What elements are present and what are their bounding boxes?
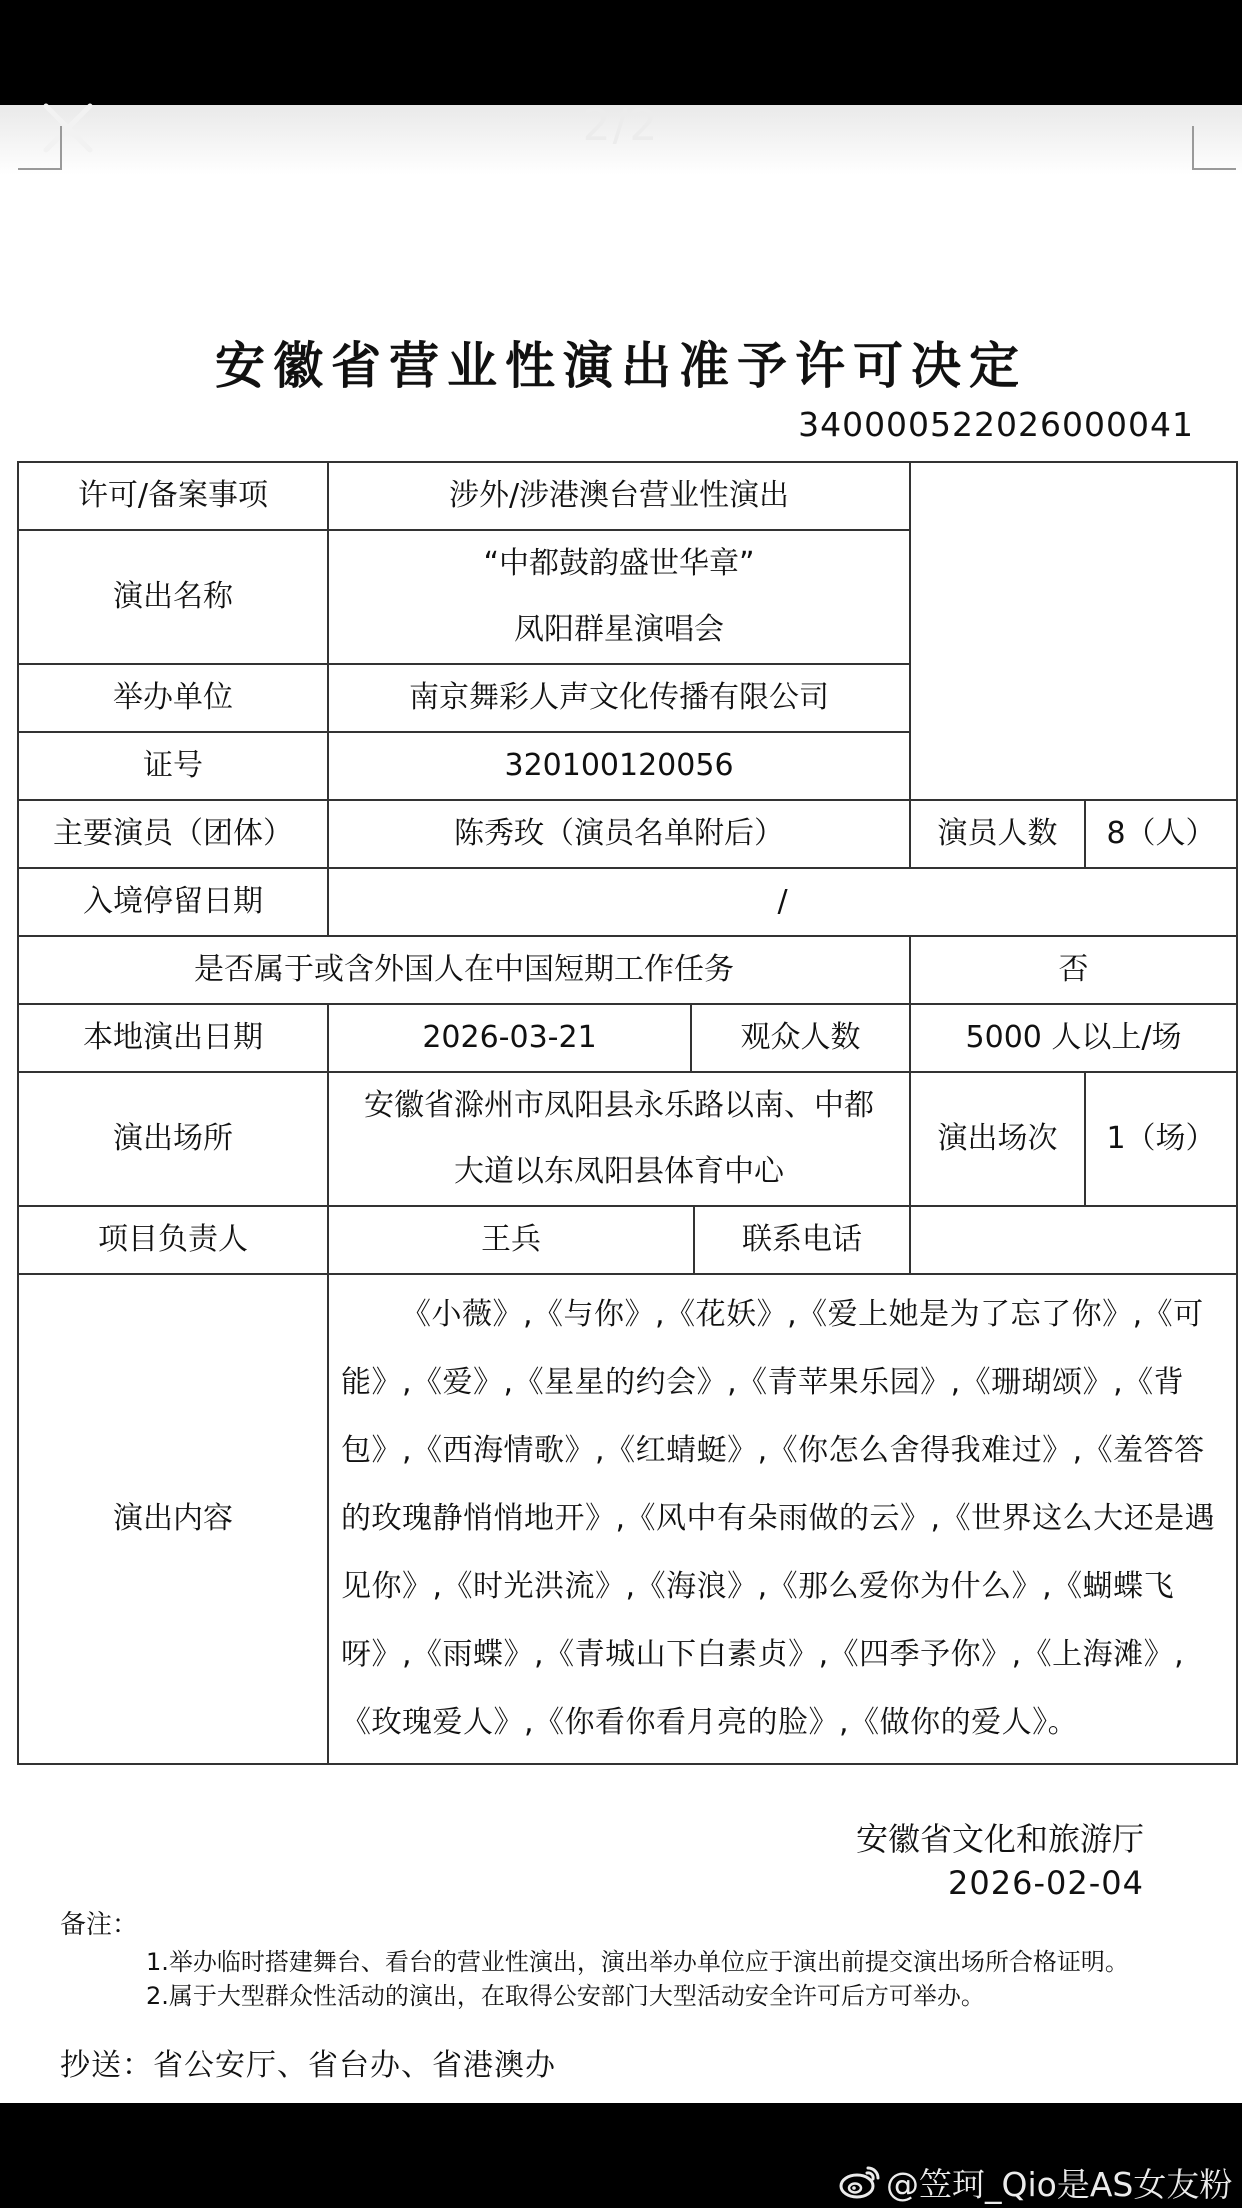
local-date-label: 本地演出日期 <box>18 1004 328 1072</box>
blank-cell <box>910 462 1237 800</box>
show-name-label: 演出名称 <box>18 530 328 664</box>
venue-line: 大道以东凤阳县体育中心 <box>454 1154 784 1189</box>
license-value: 320100120056 <box>328 732 910 800</box>
sessions-label: 演出场次 <box>910 1072 1085 1206</box>
phone-label: 联系电话 <box>694 1206 910 1274</box>
table-row <box>18 1072 1237 1206</box>
issue-date: 2026-02-04 <box>948 1864 1144 1902</box>
performer-count-value: 8（人） <box>1085 800 1237 868</box>
viewer-top-bar <box>0 0 1242 105</box>
license-label: 证号 <box>18 732 328 800</box>
performer-count-label: 演员人数 <box>910 800 1085 868</box>
watermark-text: @笠珂_Qio是AS女友粉 <box>886 2164 1233 2204</box>
manager-label: 项目负责人 <box>18 1206 328 1274</box>
performers-label: 主要演员（团体） <box>18 800 328 868</box>
table-row <box>18 1206 1237 1274</box>
venue-line: 安徽省滁州市凤阳县永乐路以南、中都 <box>364 1088 874 1123</box>
permit-type-value: 涉外/涉港澳台营业性演出 <box>328 462 910 530</box>
table-row <box>18 1274 1237 1764</box>
local-date-value: 2026-03-21 <box>328 1004 691 1072</box>
sessions-value: 1（场） <box>1085 1072 1237 1206</box>
table-row <box>18 800 1237 868</box>
manager-value: 王兵 <box>328 1206 694 1274</box>
table-row <box>18 1004 1237 1072</box>
note-item: 2.属于大型群众性活动的演出，在取得公安部门大型活动安全许可后方可举办。 <box>146 1982 985 2010</box>
permit-table <box>17 461 1238 1765</box>
cc-line: 抄送：省公安厅、省台办、省港澳办 <box>60 2048 556 2083</box>
crop-corner-left <box>18 126 62 170</box>
weibo-icon <box>838 2160 882 2204</box>
foreign-task-label: 是否属于或含外国人在中国短期工作任务 <box>18 936 910 1004</box>
content-label: 演出内容 <box>18 1274 328 1764</box>
entry-date-value: / <box>328 868 1237 936</box>
foreign-task-value: 否 <box>910 936 1237 1004</box>
organizer-label: 举办单位 <box>18 664 328 732</box>
document-number: 340000522026000041 <box>798 405 1194 444</box>
notes-label: 备注： <box>60 1910 139 1940</box>
table-row <box>18 868 1237 936</box>
show-name-value <box>328 530 910 664</box>
table-row <box>18 462 1237 530</box>
show-name-line: “中都鼓韵盛世华章” <box>483 546 755 581</box>
watermark <box>838 2160 1232 2204</box>
audience-label: 观众人数 <box>691 1004 910 1072</box>
phone-value <box>910 1206 1237 1274</box>
entry-date-label: 入境停留日期 <box>18 868 328 936</box>
crop-corner-right <box>1192 126 1236 170</box>
audience-value: 5000 人以上/场 <box>910 1004 1237 1072</box>
note-item: 1.举办临时搭建舞台、看台的营业性演出，演出举办单位应于演出前提交演出场所合格证明。 <box>146 1948 1129 1976</box>
page-counter: 2/2 <box>582 100 660 151</box>
permit-type-label: 许可/备案事项 <box>18 462 328 530</box>
table-row <box>18 936 1237 1004</box>
venue-label: 演出场所 <box>18 1072 328 1206</box>
document-title: 安徽省营业性演出准予许可决定 <box>215 337 1027 395</box>
organizer-value: 南京舞彩人声文化传播有限公司 <box>328 664 910 732</box>
performers-value: 陈秀玫（演员名单附后） <box>328 800 910 868</box>
issuing-authority: 安徽省文化和旅游厅 <box>856 1820 1145 1858</box>
venue-value <box>328 1072 910 1206</box>
show-name-line: 凤阳群星演唱会 <box>514 612 724 647</box>
content-value: 《小薇》,《与你》,《花妖》,《爱上她是为了忘了你》,《可能》,《爱》,《星星的约会》,《青苹果乐园》,《珊瑚颂》,《背包》,《西海情歌》,《红蜻蜓》,《你怎么舍得我难过》,《羞答答的玫瑰静悄悄地开》,《风中有朵雨做的云》,《世界这么大还是遇见你》,《时光洪流》,《海浪》,《那么爱你为什么》,《蝴蝶飞呀》,《雨蝶》,《青城山下白素贞》,《四季予你》,《上海滩》,《玫瑰爱人》,《你看你看月亮的脸》,《做你的爱人》。 <box>328 1274 1237 1764</box>
